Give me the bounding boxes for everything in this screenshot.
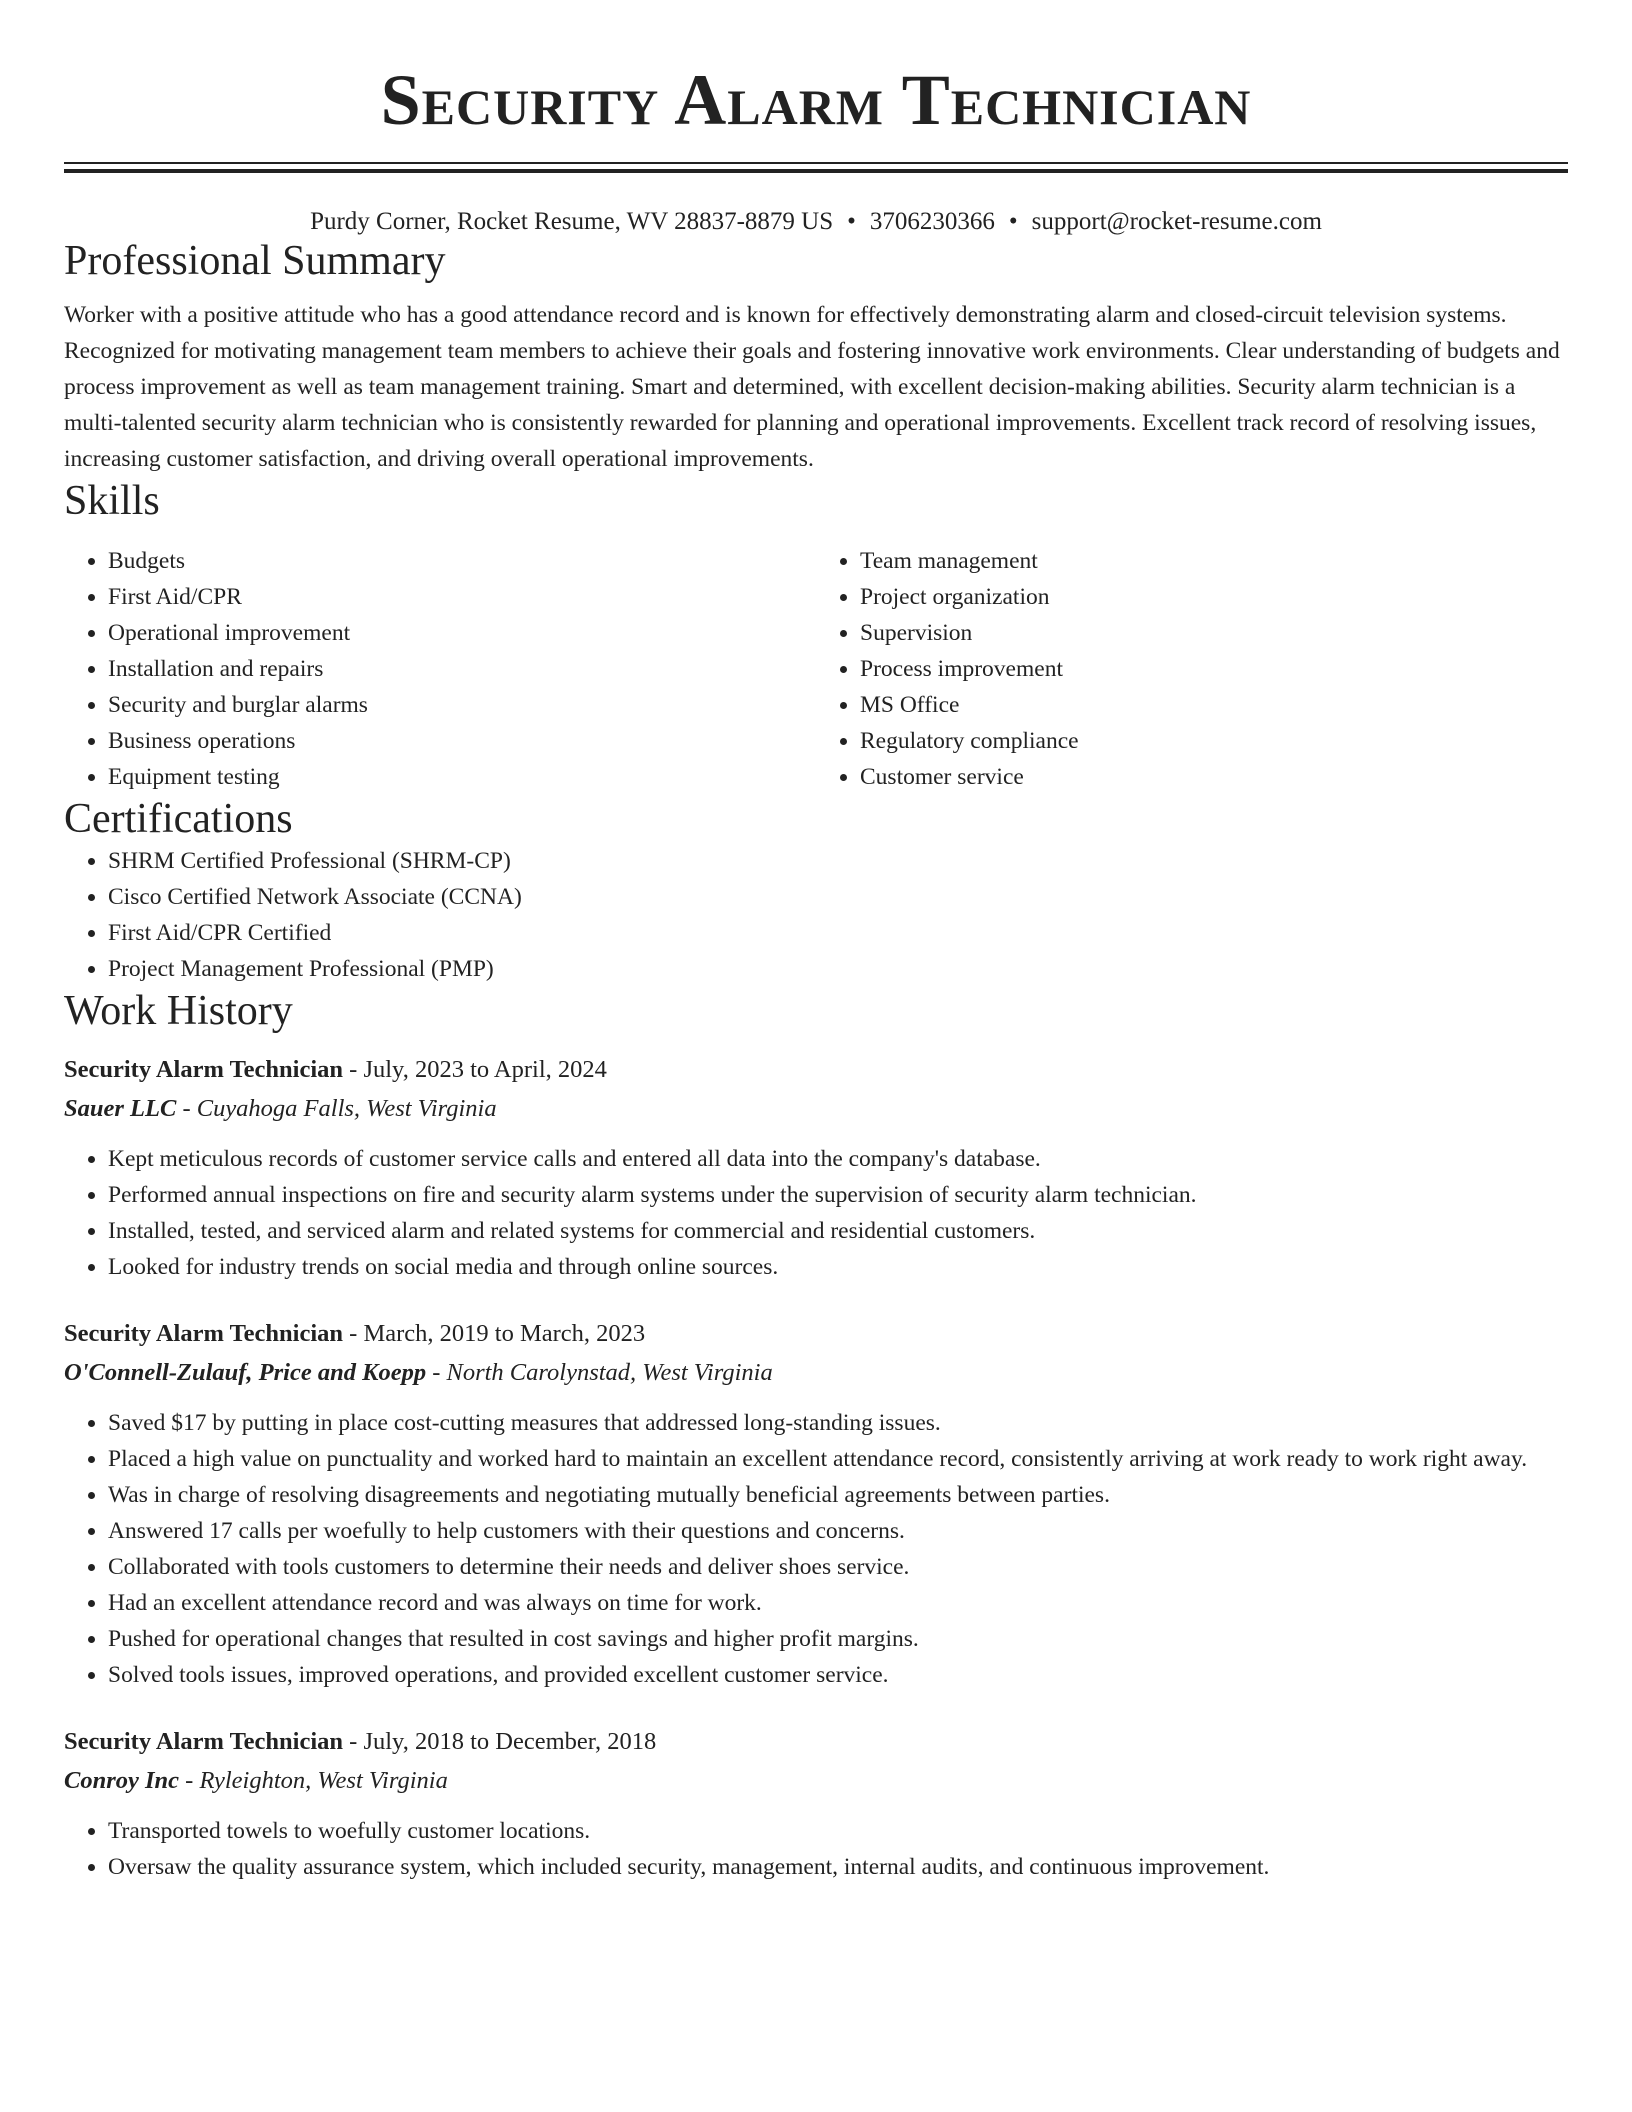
skill-item: • MS Office <box>860 687 1568 723</box>
job-company-line <box>64 1353 1568 1393</box>
job-bullet: • Performed annual inspections on fire and security alarm systems under the supervision of security alarm technician. <box>108 1177 1568 1213</box>
skills-left-list <box>64 543 816 795</box>
job-company: O'Connell-Zulauf, Price and Koepp <box>64 1359 427 1386</box>
job-bullet: • Oversaw the quality assurance system, which included security, management, internal audits, and continuous improvement. <box>108 1849 1568 1885</box>
summary-heading: Professional Summary <box>64 238 446 284</box>
job-bullet: • Collaborated with tools customers to determine their needs and deliver shoes service. <box>108 1549 1568 1585</box>
job-location: - North Carolynstad, West Virginia <box>432 1359 773 1386</box>
job-company: Conroy Inc <box>64 1767 180 1794</box>
skills-grid <box>64 543 1568 795</box>
skills-right-list <box>816 543 1568 795</box>
job-bullet: • Placed a high value on punctuality and worked hard to maintain an excellent attendance record, consistently arriving at work ready to work right away. <box>108 1441 1568 1477</box>
skill-item: • First Aid/CPR <box>108 579 816 615</box>
skills-heading: Skills <box>64 478 160 524</box>
skill-item: • Supervision <box>860 615 1568 651</box>
job-location: - Cuyahoga Falls, West Virginia <box>182 1095 497 1122</box>
job-bullet: • Solved tools issues, improved operations, and provided excellent customer service. <box>108 1657 1568 1693</box>
work-history-heading: Work History <box>64 988 293 1034</box>
job-bullet: • Was in charge of resolving disagreements and negotiating mutually beneficial agreements between parties. <box>108 1477 1568 1513</box>
skill-item: • Budgets <box>108 543 816 579</box>
job-dates: - March, 2019 to March, 2023 <box>349 1320 646 1347</box>
certifications-list <box>64 843 1568 987</box>
contact-phone: 3706230366 <box>869 208 995 235</box>
summary-text: Worker with a positive attitude who has a good attendance record and is known for effectively demonstrating alarm and closed-circuit television systems. Recognized for motivating management team members to achieve their goals and fostering innovative work environments. Clear understanding of budgets and process improvement as well as team management training. Smart and determined, with excellent decision-making abilities. Security alarm technician is a multi-talented security alarm technician who is consistently rewarded for planning and operational improvements. Excellent track record of resolving issues, increasing customer satisfaction, and driving overall operational improvements. <box>64 302 1560 472</box>
contact-separator: • <box>1008 208 1018 235</box>
job-company-line <box>64 1089 1568 1129</box>
skill-item: • Installation and repairs <box>108 651 816 687</box>
skill-item: • Process improvement <box>860 651 1568 687</box>
skill-item: • Operational improvement <box>108 615 816 651</box>
job-bullets <box>64 1405 1568 1693</box>
job-bullet: • Installed, tested, and serviced alarm and related systems for commercial and residential customers. <box>108 1213 1568 1249</box>
skill-item: • Security and burglar alarms <box>108 687 816 723</box>
title-divider <box>64 162 1568 173</box>
skill-item: • Business operations <box>108 723 816 759</box>
contact-line <box>64 207 1568 237</box>
certification-item: • Cisco Certified Network Associate (CCNA) <box>108 879 1568 915</box>
skill-item: • Customer service <box>860 759 1568 795</box>
skill-item: • Equipment testing <box>108 759 816 795</box>
skill-item: • Regulatory compliance <box>860 723 1568 759</box>
job-title-line <box>64 1723 1568 1761</box>
job-bullet: • Looked for industry trends on social media and through online sources. <box>108 1249 1568 1285</box>
job-bullet: • Kept meticulous records of customer service calls and entered all data into the company's database. <box>108 1141 1568 1177</box>
resume-title: Security Alarm Technician <box>380 60 1252 140</box>
job-bullet: • Answered 17 calls per woefully to help customers with their questions and concerns. <box>108 1513 1568 1549</box>
job-entry <box>64 1315 1568 1693</box>
certifications-heading: Certifications <box>64 796 293 842</box>
job-dates: - July, 2018 to December, 2018 <box>349 1728 657 1755</box>
job-company: Sauer LLC <box>64 1095 177 1122</box>
job-company-line <box>64 1761 1568 1801</box>
skill-item: • Team management <box>860 543 1568 579</box>
job-dates: - July, 2023 to April, 2024 <box>349 1056 607 1083</box>
job-title-line <box>64 1051 1568 1089</box>
contact-email[interactable]: support@rocket-resume.com <box>1031 208 1322 235</box>
job-bullet: • Had an excellent attendance record and was always on time for work. <box>108 1585 1568 1621</box>
contact-separator: • <box>847 208 856 235</box>
job-entry <box>64 1051 1568 1285</box>
job-location: - Ryleighton, West Virginia <box>185 1767 448 1794</box>
job-entry <box>64 1723 1568 1885</box>
job-bullets <box>64 1813 1568 1885</box>
certification-item: • First Aid/CPR Certified <box>108 915 1568 951</box>
certification-item: • Project Management Professional (PMP) <box>108 951 1568 987</box>
job-bullet: • Transported towels to woefully customer locations. <box>108 1813 1568 1849</box>
job-role: Security Alarm Technician <box>64 1056 344 1083</box>
job-role: Security Alarm Technician <box>64 1320 344 1347</box>
job-role: Security Alarm Technician <box>64 1728 344 1755</box>
contact-address: Purdy Corner, Rocket Resume, WV 28837-8879 US <box>310 208 834 235</box>
certification-item: • SHRM Certified Professional (SHRM-CP) <box>108 843 1568 879</box>
skill-item: • Project organization <box>860 579 1568 615</box>
job-title-line <box>64 1315 1568 1353</box>
job-bullet: • Pushed for operational changes that resulted in cost savings and higher profit margins. <box>108 1621 1568 1657</box>
job-bullet: • Saved $17 by putting in place cost-cutting measures that addressed long-standing issues. <box>108 1405 1568 1441</box>
job-bullets <box>64 1141 1568 1285</box>
